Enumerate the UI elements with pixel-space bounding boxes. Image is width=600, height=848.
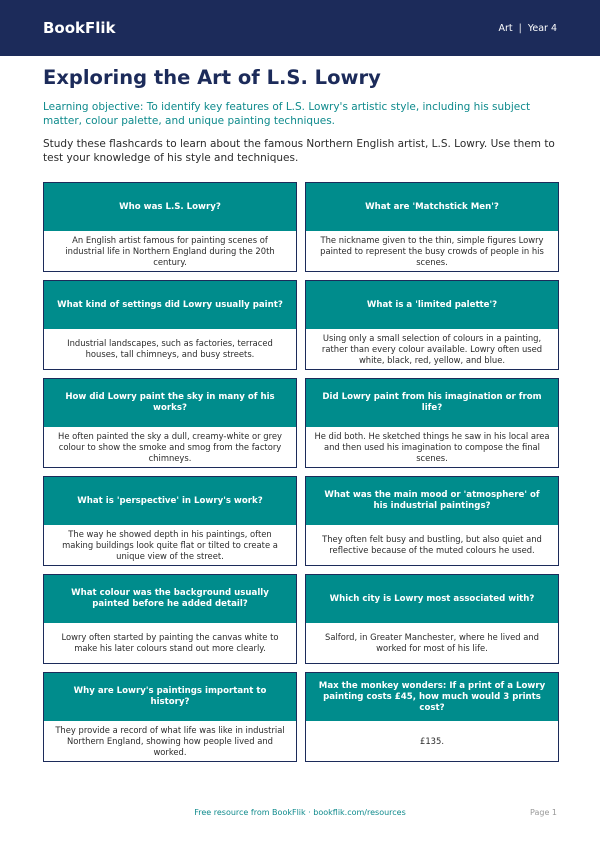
flashcard[interactable] xyxy=(305,574,559,664)
intro-text: Study these flashcards to learn about the famous Northern English artist, L.S. Lowry. Use them to test your knowledge of his style and techniques. xyxy=(43,138,555,164)
flashcard-answer: He often painted the sky a dull, creamy-white or grey colour to show the smoke and smog from the factory chimneys. xyxy=(44,427,296,467)
flashcard-question: Max the monkey wonders: If a print of a Lowry painting costs £45, how much would 3 prints cost? xyxy=(306,673,558,721)
flashcard-question: How did Lowry paint the sky in many of his works? xyxy=(44,379,296,427)
flashcard-answer: An English artist famous for painting scenes of industrial life in Northern England during the 20th century. xyxy=(44,231,296,271)
flashcard-answer: He did both. He sketched things he saw in his local area and then used his imagination to compose the final scenes. xyxy=(306,427,558,467)
flashcard-answer: Using only a small selection of colours in a painting, rather than every colour available. Lowry often used white, black, red, yellow, and blue. xyxy=(306,329,558,369)
flashcard-question: What kind of settings did Lowry usually paint? xyxy=(44,281,296,329)
flashcard-question: Which city is Lowry most associated with? xyxy=(306,575,558,623)
flashcard[interactable] xyxy=(43,280,297,370)
flashcard[interactable] xyxy=(305,476,559,566)
flashcard-question: What colour was the background usually painted before he added detail? xyxy=(44,575,296,623)
flashcard-question: What are 'Matchstick Men'? xyxy=(306,183,558,231)
flashcard[interactable] xyxy=(305,280,559,370)
flashcard-answer: Lowry often started by painting the canvas white to make his later colours stand out more clearly. xyxy=(44,623,296,663)
flashcard-answer: The nickname given to the thin, simple figures Lowry painted to represent the busy crowds of people in his scenes. xyxy=(306,231,558,271)
flashcard-grid xyxy=(43,182,559,762)
flashcard-question: Why are Lowry's paintings important to history? xyxy=(44,673,296,721)
flashcard[interactable] xyxy=(43,672,297,762)
flashcard-question: What is 'perspective' in Lowry's work? xyxy=(44,477,296,525)
header-bar xyxy=(0,0,600,56)
flashcard[interactable] xyxy=(305,378,559,468)
flashcard-question: Who was L.S. Lowry? xyxy=(44,183,296,231)
flashcard-question: Did Lowry paint from his imagination or from life? xyxy=(306,379,558,427)
breadcrumb-subject: Art xyxy=(498,22,513,34)
page-number: Page 1 xyxy=(530,808,557,817)
flashcard-question: What is a 'limited palette'? xyxy=(306,281,558,329)
flashcard-answer: Industrial landscapes, such as factories, terraced houses, tall chimneys, and busy streets. xyxy=(44,329,296,369)
flashcard-answer: £135. xyxy=(306,721,558,761)
flashcard[interactable] xyxy=(43,378,297,468)
flashcard-answer: They provide a record of what life was like in industrial Northern England, showing how people lived and worked. xyxy=(44,721,296,761)
flashcard[interactable] xyxy=(43,574,297,664)
flashcard[interactable] xyxy=(43,182,297,272)
flashcard-answer: The way he showed depth in his paintings, often making buildings look quite flat or tilted to create a unique view of the street. xyxy=(44,525,296,565)
footer-link[interactable]: Free resource from BookFlik · bookflik.com/resources xyxy=(194,808,406,817)
flashcard-answer: They often felt busy and bustling, but also quiet and reflective because of the muted colours he used. xyxy=(306,525,558,565)
flashcard-question: What was the main mood or 'atmosphere' of his industrial paintings? xyxy=(306,477,558,525)
brand-logo[interactable]: BookFlik xyxy=(43,19,116,37)
breadcrumb xyxy=(498,23,557,34)
flashcard[interactable] xyxy=(305,672,559,762)
breadcrumb-year: Year 4 xyxy=(527,22,557,34)
breadcrumb-separator: | xyxy=(518,22,522,34)
learning-objective: Learning objective: To identify key features of L.S. Lowry's artistic style, including his subject matter, colour palette, and unique painting techniques. xyxy=(43,101,531,127)
flashcard-answer: Salford, in Greater Manchester, where he lived and worked for most of his life. xyxy=(306,623,558,663)
flashcard[interactable] xyxy=(43,476,297,566)
flashcard[interactable] xyxy=(305,182,559,272)
page-title: Exploring the Art of L.S. Lowry xyxy=(43,66,381,89)
